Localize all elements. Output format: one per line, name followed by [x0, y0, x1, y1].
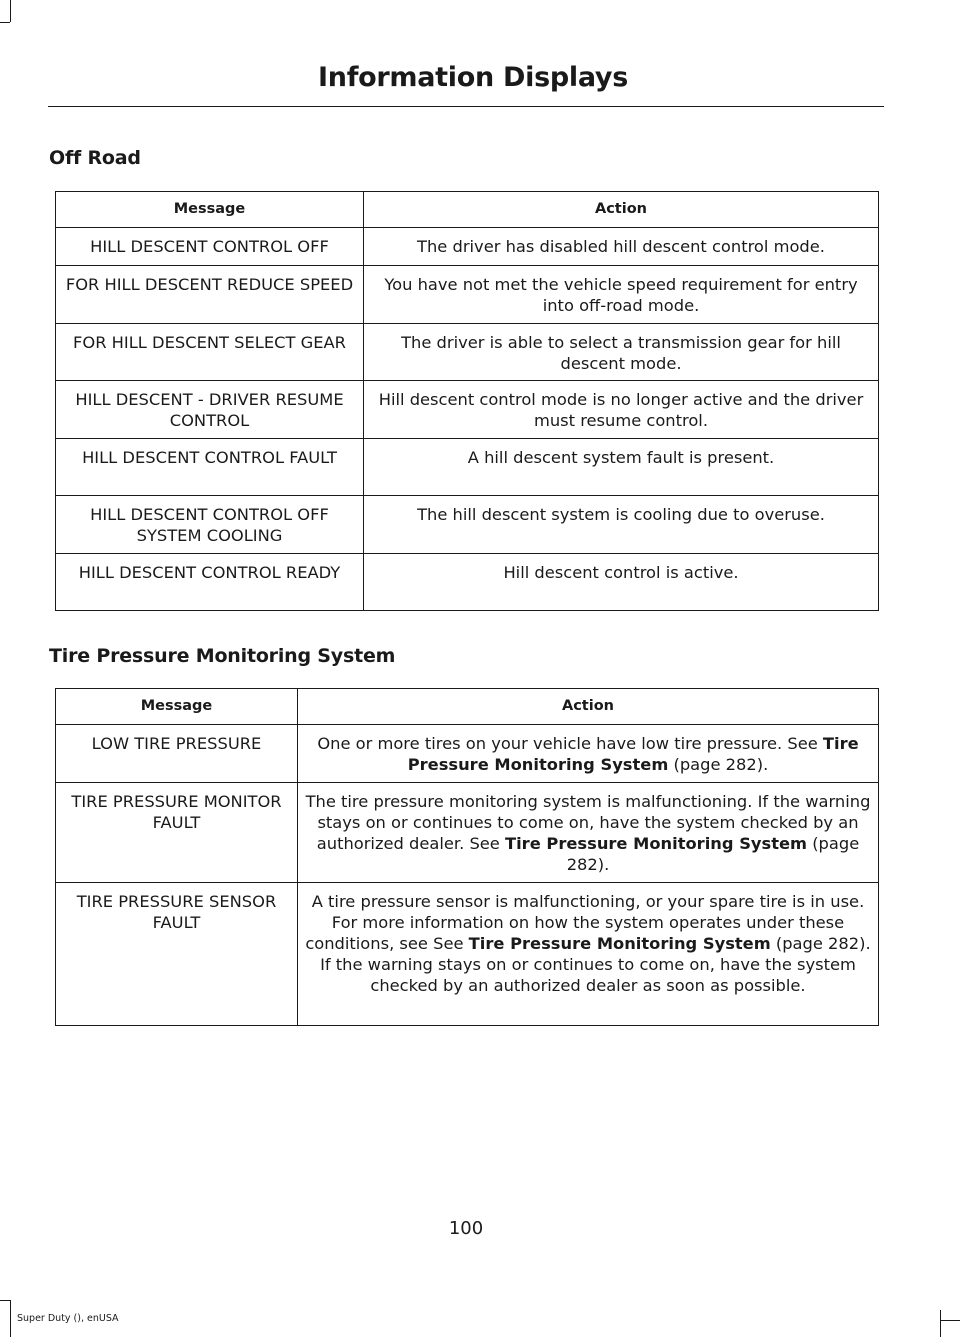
- cross-reference-link[interactable]: Tire Pressure Monitoring System: [407, 734, 859, 774]
- action-cell: Hill descent control is active.: [364, 553, 879, 611]
- table-header-row: [56, 192, 879, 228]
- page-title: Information Displays: [318, 62, 628, 93]
- table-row: [56, 323, 879, 381]
- crop-mark: [0, 1300, 10, 1301]
- page-number: 100: [448, 1218, 484, 1239]
- crop-mark: [0, 22, 10, 23]
- table-row: [56, 496, 879, 554]
- action-cell: [298, 783, 879, 883]
- message-cell: HILL DESCENT CONTROL OFF: [56, 228, 364, 266]
- header-divider: [48, 106, 884, 107]
- column-header-message: Message: [56, 192, 364, 228]
- action-cell: You have not met the vehicle speed requirement for entry into off-road mode.: [364, 266, 879, 324]
- crop-mark: [10, 1300, 11, 1337]
- crop-mark: [940, 1310, 941, 1337]
- action-cell: [298, 883, 879, 1026]
- off-road-messages-table: [55, 191, 879, 611]
- message-cell: FOR HILL DESCENT SELECT GEAR: [56, 323, 364, 381]
- column-header-message: Message: [56, 689, 298, 725]
- section-heading-tpms: Tire Pressure Monitoring System: [49, 645, 396, 667]
- table-header-row: [56, 689, 879, 725]
- action-cell: [298, 725, 879, 783]
- action-text: (page 282). If the warning stays on or continues to come on, have the system checked by an authorized dealer as soon as possible.: [320, 934, 871, 995]
- crop-mark: [940, 1320, 960, 1321]
- message-cell: LOW TIRE PRESSURE: [56, 725, 298, 783]
- action-cell: The driver is able to select a transmission gear for hill descent mode.: [364, 323, 879, 381]
- crop-mark: [10, 0, 11, 22]
- message-cell: HILL DESCENT - DRIVER RESUME CONTROL: [56, 381, 364, 439]
- table-row: [56, 553, 879, 611]
- table-row: [56, 883, 879, 1026]
- table-row: [56, 228, 879, 266]
- tpms-messages-table: [55, 688, 879, 1026]
- message-cell: HILL DESCENT CONTROL READY: [56, 553, 364, 611]
- table-row: [56, 725, 879, 783]
- column-header-action: Action: [298, 689, 879, 725]
- action-cell: The hill descent system is cooling due to overuse.: [364, 496, 879, 554]
- column-header-action: Action: [364, 192, 879, 228]
- action-text: The tire pressure monitoring system is malfunctioning. If the warning stays on or continues to come on, have the system checked by an authorized dealer. See: [305, 792, 871, 853]
- action-text: One or more tires on your vehicle have low tire pressure. See: [317, 734, 823, 753]
- cross-reference-link[interactable]: Tire Pressure Monitoring System: [468, 934, 771, 953]
- document-info: Super Duty (), enUSA: [17, 1313, 119, 1324]
- action-cell: Hill descent control mode is no longer active and the driver must resume control.: [364, 381, 879, 439]
- action-text: A tire pressure sensor is malfunctioning, or your spare tire is in use. For more information on how the system operates under these conditions, see See: [305, 892, 865, 953]
- message-cell: HILL DESCENT CONTROL OFF SYSTEM COOLING: [56, 496, 364, 554]
- page-reference: (page 282).: [566, 834, 860, 874]
- action-cell: A hill descent system fault is present.: [364, 438, 879, 496]
- message-cell: TIRE PRESSURE SENSOR FAULT: [56, 883, 298, 1026]
- message-cell: TIRE PRESSURE MONITOR FAULT: [56, 783, 298, 883]
- table-row: [56, 381, 879, 439]
- cross-reference-link[interactable]: Tire Pressure Monitoring System: [505, 834, 808, 853]
- table-row: [56, 783, 879, 883]
- page-reference: (page 282).: [668, 755, 769, 774]
- action-cell: The driver has disabled hill descent control mode.: [364, 228, 879, 266]
- table-row: [56, 438, 879, 496]
- message-cell: HILL DESCENT CONTROL FAULT: [56, 438, 364, 496]
- table-row: [56, 266, 879, 324]
- section-heading-off-road: Off Road: [49, 147, 141, 169]
- message-cell: FOR HILL DESCENT REDUCE SPEED: [56, 266, 364, 324]
